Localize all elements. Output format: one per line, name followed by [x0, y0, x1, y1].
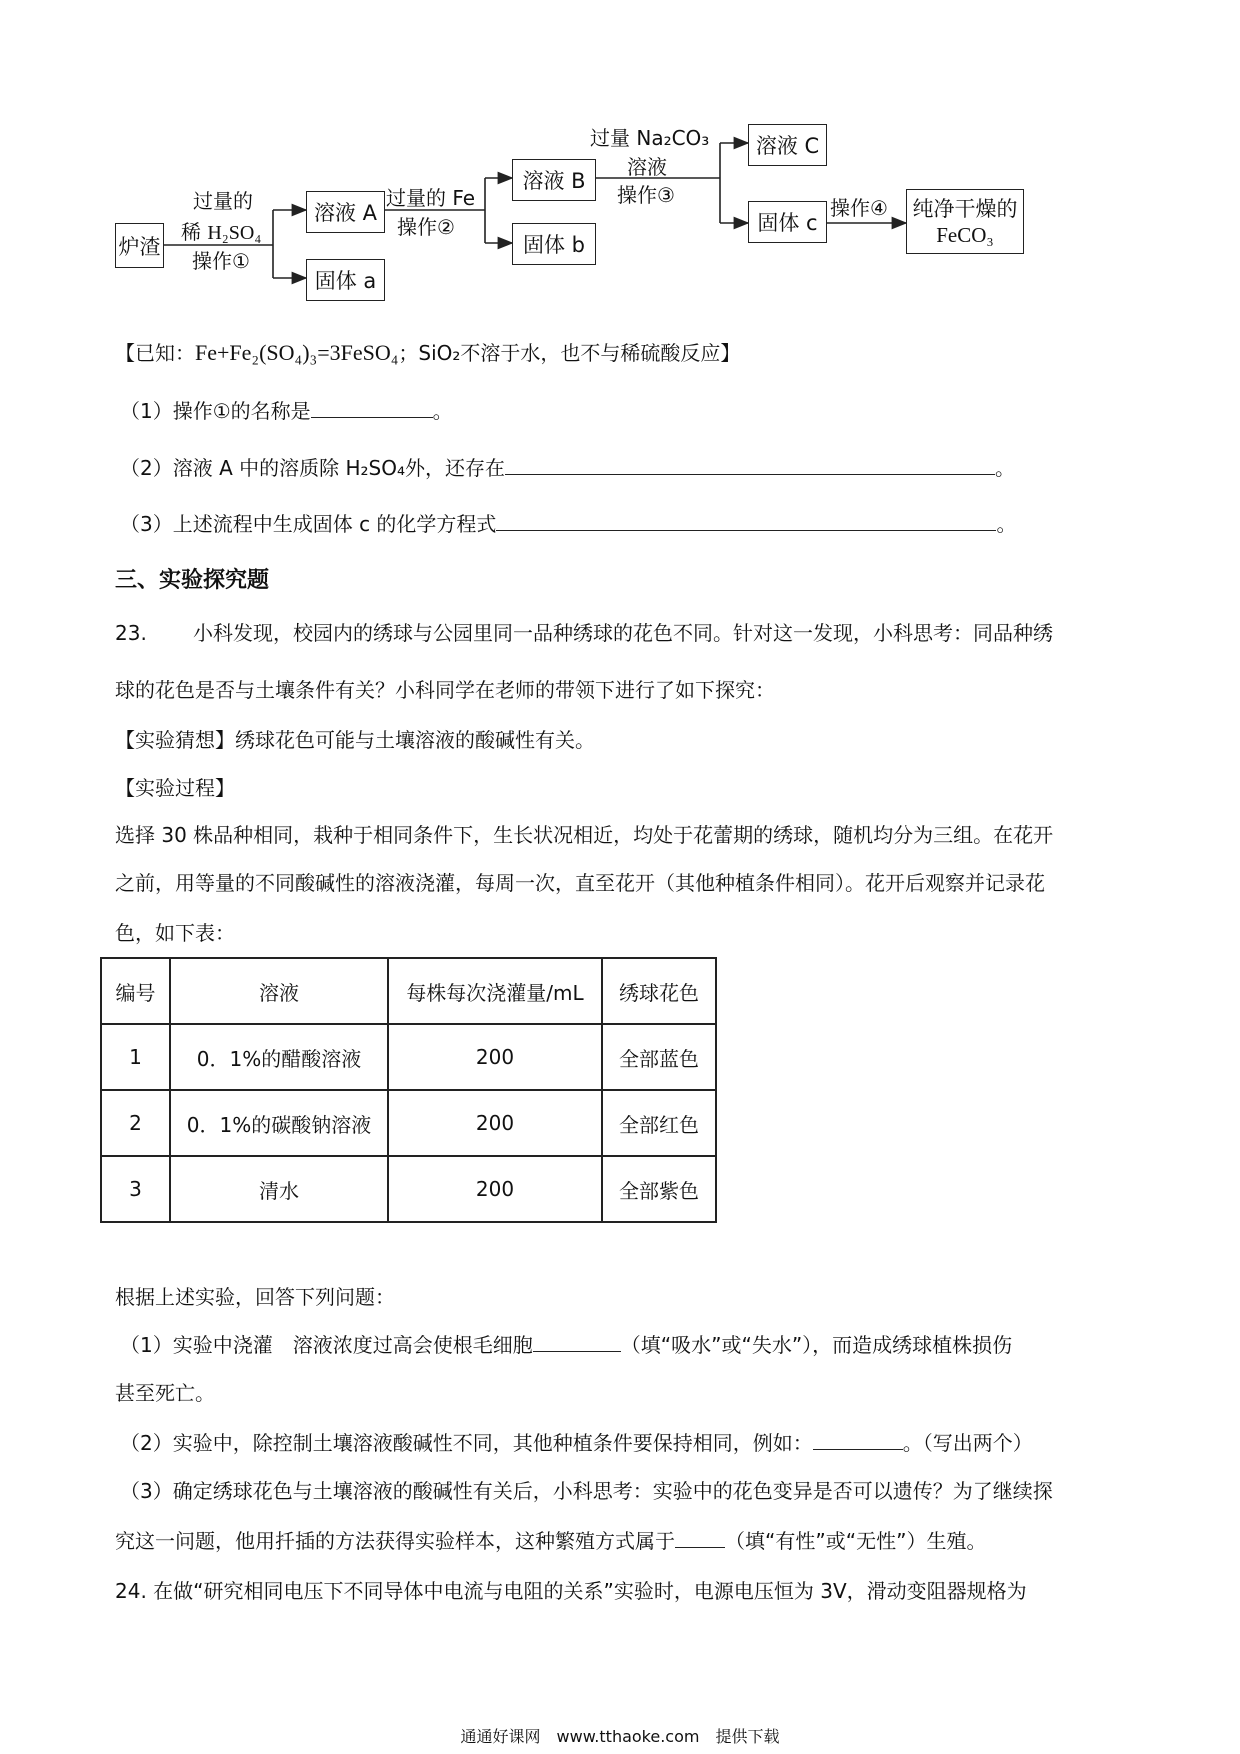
q23-answer-intro: 根据上述实验，回答下列问题：: [115, 1285, 395, 1309]
q23-number: 23.: [115, 621, 147, 645]
step3-top-label: 过量 Na₂CO₃: [590, 126, 710, 150]
q23-part3-line2: [115, 1528, 986, 1554]
answer-blank[interactable]: [813, 1431, 903, 1450]
table-cell: 200: [388, 1090, 602, 1156]
q23-intro-line2: 球的花色是否与土壤条件有关？小科同学在老师的带领下进行了如下探究：: [115, 678, 775, 702]
q22-part2: [120, 455, 1015, 481]
q22-part3-end: 。: [996, 512, 1017, 536]
solid-c-box: [748, 201, 827, 243]
table-cell: 全部蓝色: [602, 1024, 716, 1090]
table-cell: 全部红色: [602, 1090, 716, 1156]
q23-part2: [120, 1430, 1033, 1456]
q23-intro-line1: 小科发现，校园内的绣球与公园里同一品种绣球的花色不同。针对这一发现，小科思考：同品种绣: [193, 621, 1053, 645]
known-prefix: 【已知：: [115, 341, 195, 365]
step1-reagent-formula: H₂SO₄: [207, 222, 262, 244]
table-cell: 清水: [170, 1156, 388, 1222]
solution-c-box: [748, 124, 827, 166]
step1-op-label: 操作①: [192, 249, 250, 273]
q23-part2-text: （2）实验中，除控制土壤溶液酸碱性不同，其他种植条件要保持相同，例如：: [120, 1431, 813, 1455]
q23-part1-line1: [120, 1332, 1012, 1358]
q23-part3-hint: （填“有性”或“无性”）生殖。: [725, 1529, 987, 1553]
q24-text: 24. 在做“研究相同电压下不同导体中电流与电阻的关系”实验时，电源电压恒为 3V，滑动变阻器规格为: [115, 1579, 1027, 1603]
q23-part2-hint: 。（写出两个）: [902, 1431, 1033, 1455]
q23-hypothesis: 【实验猜想】绣球花色可能与土壤溶液的酸碱性有关。: [115, 728, 595, 752]
flow-arrows: [0, 0, 1240, 320]
page-footer: 通通好课网 www.tthaoke.com 提供下载: [460, 1727, 780, 1746]
step2-op-label: 操作②: [397, 215, 455, 239]
table-header-cell: 溶液: [170, 958, 388, 1024]
solid-a-box: [306, 259, 385, 301]
q23-process-title: 【实验过程】: [115, 776, 235, 800]
answer-blank[interactable]: [675, 1529, 725, 1548]
table-cell: 0．1%的碳酸钠溶液: [170, 1090, 388, 1156]
solution-b-label: 溶液 B: [522, 169, 586, 193]
known-info: [115, 340, 740, 366]
q22-part3-text: （3）上述流程中生成固体 c 的化学方程式: [120, 512, 497, 536]
table-header-cell: 每株每次浇灌量/mL: [388, 958, 602, 1024]
q23-part1-line2: 甚至死亡。: [115, 1381, 215, 1405]
table-cell: 200: [388, 1024, 602, 1090]
answer-blank[interactable]: [505, 456, 995, 475]
q22-part1: [120, 398, 453, 424]
q23-process-line1: 选择 30 株品种相同，栽种于相同条件下，生长状况相近，均处于花蕾期的绣球，随机均分为三组。在花开: [115, 823, 1054, 847]
answer-blank[interactable]: [533, 1333, 621, 1352]
q23-part1-hint: （填“吸水”或“失水”），而造成绣球植株损伤: [620, 1333, 1013, 1357]
q23-part1-text: （1）实验中浇灌 溶液浓度过高会使根毛细胞: [120, 1333, 533, 1357]
solid-c-label: 固体 c: [757, 211, 818, 235]
solid-b-box: [512, 223, 596, 265]
answer-blank[interactable]: [496, 512, 996, 531]
solution-c-label: 溶液 C: [755, 134, 820, 158]
solution-a-label: 溶液 A: [313, 201, 378, 225]
results-table: [100, 957, 717, 1223]
final-product-line2: FeCO₃: [936, 222, 994, 247]
table-header-row: [101, 958, 716, 1024]
solution-a-box: [306, 191, 385, 233]
q23-process-line2: 之前，用等量的不同酸碱性的溶液浇灌，每周一次，直至花开（其他种植条件相同）。花开后观察并记录花: [115, 871, 1045, 895]
q23-process-line3: 色，如下表：: [115, 921, 235, 945]
table-header-cell: 绣球花色: [602, 958, 716, 1024]
solution-b-box: [512, 159, 596, 201]
table-cell: 全部紫色: [602, 1156, 716, 1222]
section-title: 三、实验探究题: [115, 568, 270, 593]
answer-blank[interactable]: [311, 399, 433, 418]
table-header-cell: 编号: [101, 958, 170, 1024]
table-row: [101, 1024, 716, 1090]
step1-reagent-label: [181, 221, 261, 244]
q22-part2-text: （2）溶液 A 中的溶质除 H₂SO₄外，还存在: [120, 456, 505, 480]
q22-part1-text: （1）操作①的名称是: [120, 399, 311, 423]
q23-part3-line1: （3）确定绣球花色与土壤溶液的酸碱性有关后，小科思考：实验中的花色变异是否可以遗传？为了继续探: [120, 1479, 1053, 1503]
q23-part3-text: 究这一问题，他用扦插的方法获得实验样本，这种繁殖方式属于: [115, 1529, 675, 1553]
table-cell: 2: [101, 1090, 170, 1156]
step1-reagent-prefix: 稀: [181, 220, 201, 244]
step1-top-label: 过量的: [193, 189, 253, 213]
step2-reagent-label: 过量的 Fe: [386, 186, 476, 210]
table-cell: 3: [101, 1156, 170, 1222]
known-note: SiO₂不溶于水，也不与稀硫酸反应】: [418, 341, 741, 365]
final-product-box: [906, 189, 1024, 254]
slag-box: [115, 223, 164, 268]
table-cell: 200: [388, 1156, 602, 1222]
solid-a-label: 固体 a: [314, 269, 377, 293]
step3-mid-label: 溶液: [627, 155, 667, 179]
q22-part2-end: 。: [995, 456, 1015, 480]
known-separator: ；: [398, 341, 419, 365]
step4-op-label: 操作④: [830, 196, 888, 220]
table-row: [101, 1090, 716, 1156]
table-cell: 1: [101, 1024, 170, 1090]
known-equation: Fe+Fe₂(SO₄)₃=3FeSO₄: [195, 340, 399, 365]
step3-op-label: 操作③: [617, 183, 675, 207]
slag-label: 炉渣: [118, 234, 161, 259]
solid-b-label: 固体 b: [522, 233, 585, 257]
q22-part1-end: 。: [432, 399, 453, 423]
final-product-line1: 纯净干燥的: [912, 196, 1018, 221]
q22-part3: [120, 511, 1016, 537]
table-row: [101, 1156, 716, 1222]
table-cell: 0．1%的醋酸溶液: [170, 1024, 388, 1090]
